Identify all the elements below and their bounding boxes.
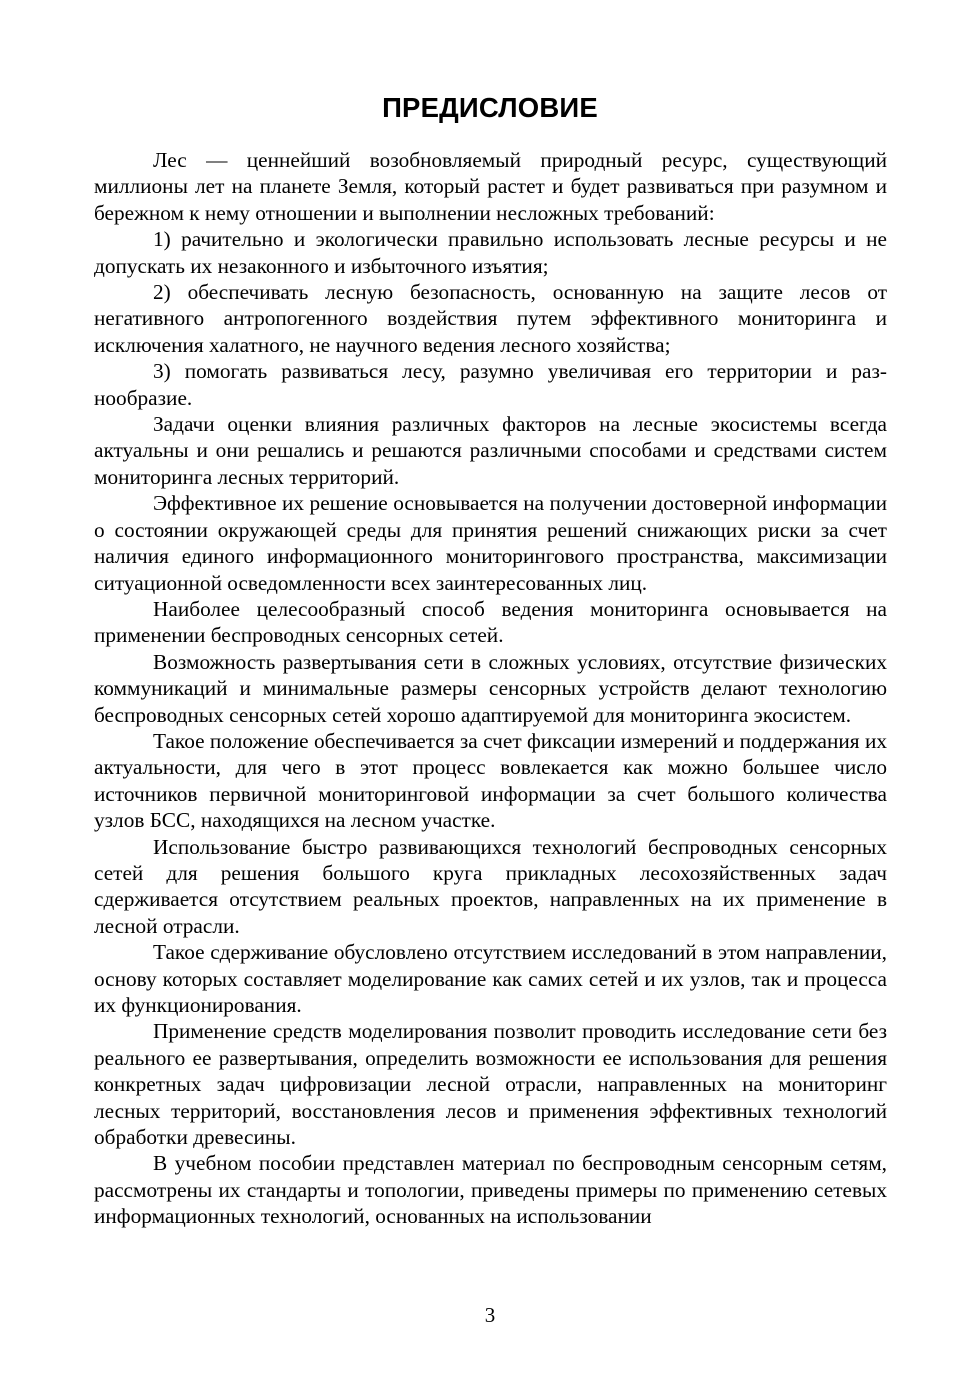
paragraph-tasks: Задачи оценки влияния различных факторов на лесные экосистемы всегда актуальны и они решались и решаются различными способами и средствами систем мониторинга лесных территорий. bbox=[94, 412, 887, 489]
paragraph-best-method: Наиболее целесообразный способ ведения мониторинга основывается на применении беспроводных сенсорных сетей. bbox=[94, 596, 887, 648]
page-title: ПРЕДИСЛОВИЕ bbox=[382, 92, 598, 123]
paragraph-effective-solution: Эффективное их решение основывается на получении достоверной информации о состоянии окружающей среды для принятия решений снижающих риски за счет наличия единого информационного мониторингового пространства, максимизации ситуационной осведомленности всех заинтересованных лиц. bbox=[94, 491, 887, 595]
paragraph-measurements: Такое положение обеспечивается за счет фиксации измерений и поддержания их актуальности, для чего в этот процесс вовлекается как можно большее число источников первичной мониторинговой информации за счет большого количества узлов БСС, находящихся на лесном участке. bbox=[94, 728, 887, 833]
paragraph-intro: Лес — ценнейший возобновляемый природный ресурс, существующий миллионы лет на планете Земля, который растет и будет развиваться при разумном и бережном к нему отношении и выполнении несложных требований: bbox=[94, 148, 887, 225]
paragraph-requirement-1: 1) рачительно и экологически правильно использовать лесные ресурсы и не допускать их незаконного и избыточного изъятия; bbox=[94, 227, 887, 278]
paragraph-constraint: Такое сдерживание обусловлено отсутствием исследований в этом направлении, основу которых составляет моделирование как самих сетей и их узлов, так и процесса их функционирования. bbox=[94, 940, 887, 1017]
paragraph-deployment: Возможность развертывания сети в сложных условиях, отсутствие физических коммуникаций и минимальные размеры сенсорных устройств делают технологию беспроводных сенсорных сетей хорошо адаптируемой для мониторинга экосистем. bbox=[94, 649, 887, 727]
paragraph-textbook: В учебном пособии представлен материал по беспроводным сенсорным сетям, рассмотрены их стандарты и топологии, приведены примеры по применению сетевых информационных технологий, основанных на использовании bbox=[94, 1151, 887, 1229]
paragraph-requirement-3: 3) помогать развиваться лесу, разумно увеличивая его территории и разнообразие. bbox=[94, 359, 887, 410]
page-number: 3 bbox=[484, 1303, 496, 1327]
paragraph-usage: Использование быстро развивающихся технологий беспроводных сенсорных сетей для решения большого круга прикладных лесохозяйственных задач сдерживается отсутствием реальных проектов, направленных на их применение в лесной отрасли. bbox=[94, 834, 887, 938]
body-text bbox=[94, 147, 887, 1230]
paragraph-modeling: Применение средств моделирования позволит проводить исследование сети без реального ее развертывания, определить возможности ее использования для решения конкретных задач цифровизации лесной отрасли, направленных на мониторинг лесных территорий, восстановления лесов и применения эффективных технологий обработки древесины. bbox=[94, 1019, 887, 1150]
paragraph-requirement-2: 2) обеспечивать лесную безопасность, основанную на защите лесов от негативного антропогенного воздействия путем эффективного мониторинга и исключения халатного, не научного ведения лесного хозяйства; bbox=[94, 280, 887, 357]
